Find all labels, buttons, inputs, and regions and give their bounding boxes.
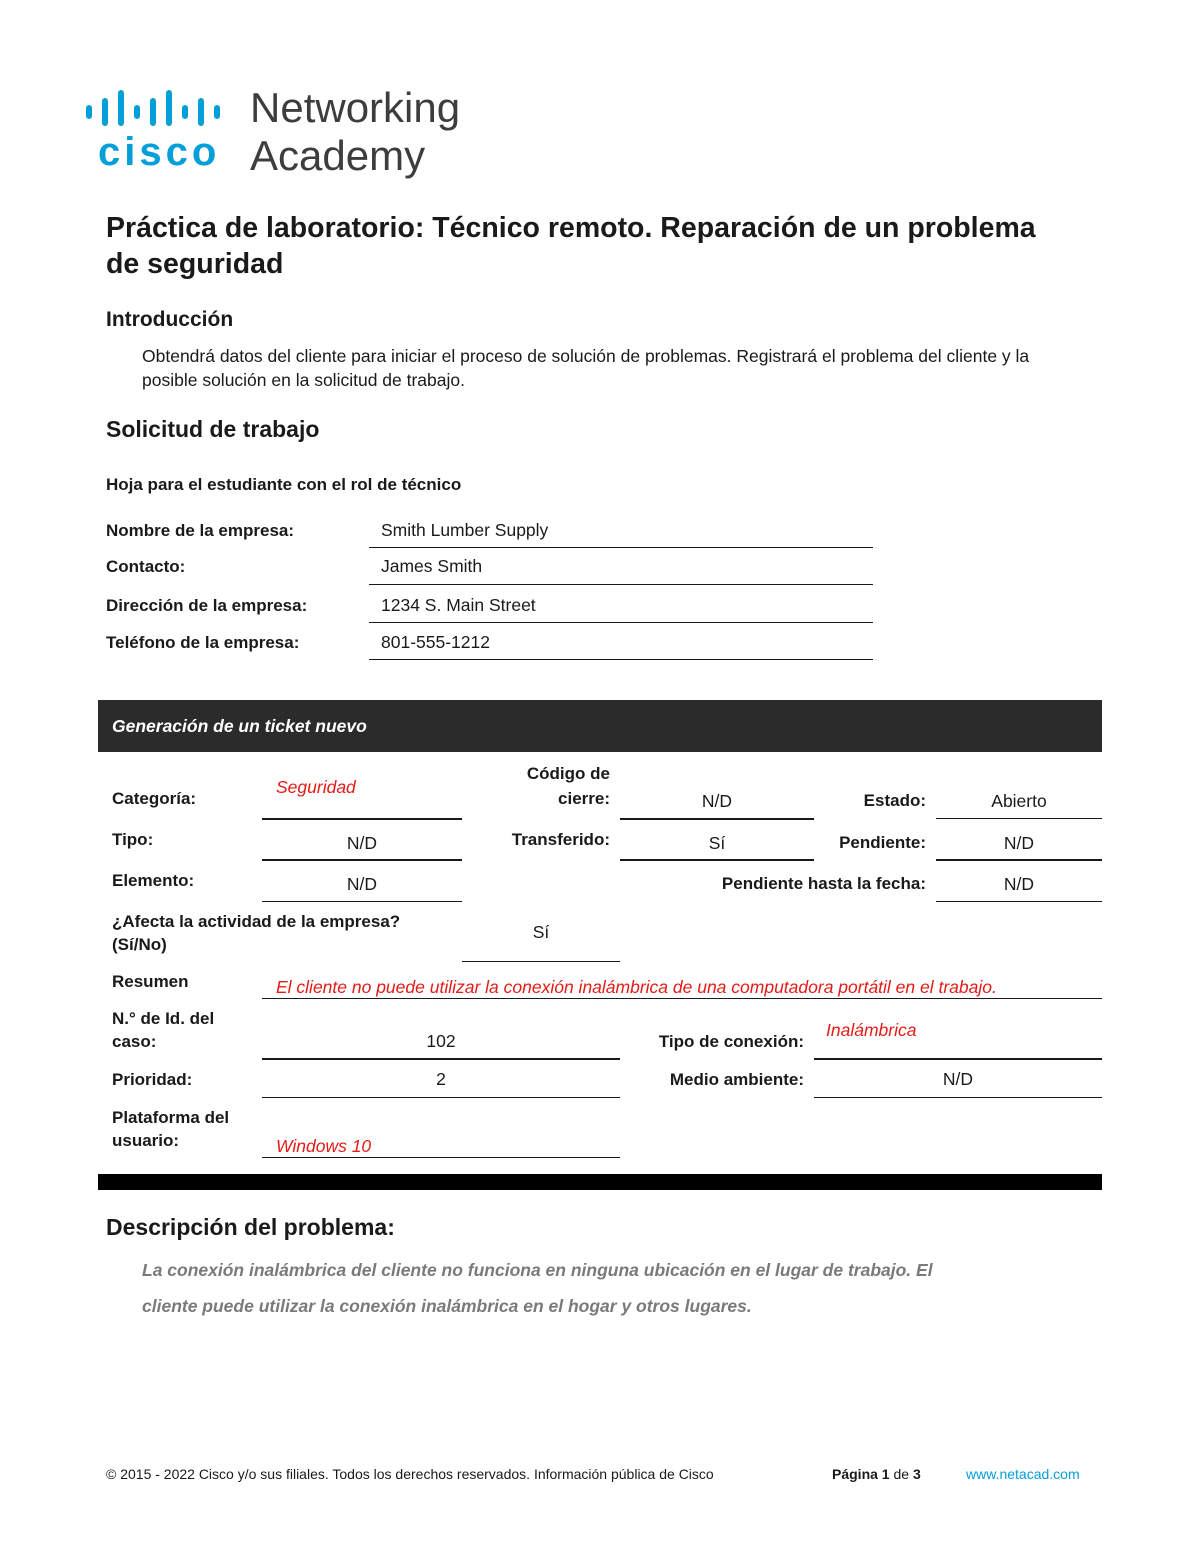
cisco-logo-bars-icon bbox=[86, 88, 226, 128]
case-id-underline bbox=[262, 1058, 620, 1060]
priority-value: 2 bbox=[436, 1069, 446, 1089]
phone-underline bbox=[369, 659, 873, 660]
category-label: Categoría: bbox=[112, 789, 197, 808]
footer-netacad-link[interactable]: www.netacad.com bbox=[966, 1466, 1080, 1482]
intro-heading: Introducción bbox=[106, 308, 234, 331]
closure-code-label-2: cierre: bbox=[558, 789, 610, 808]
footer-page-number bbox=[832, 1466, 921, 1482]
category-underline bbox=[262, 818, 462, 820]
work-order-subheading: Hoja para el estudiante con el rol de técnico bbox=[106, 475, 462, 494]
contact-value: James Smith bbox=[381, 556, 483, 576]
affects-business-label-1: ¿Afecta la actividad de la empresa? bbox=[112, 912, 401, 931]
closure-code-value: N/D bbox=[701, 791, 733, 811]
summary-value: El cliente no puede utilizar la conexión inalámbrica de una computadora portátil en el trabajo. bbox=[276, 977, 997, 997]
affects-business-label-2: (Sí/No) bbox=[112, 935, 167, 954]
summary-label: Resumen bbox=[112, 972, 189, 991]
work-order-heading: Solicitud de trabajo bbox=[106, 416, 320, 442]
status-value: Abierto bbox=[991, 791, 1047, 811]
problem-heading: Descripción del problema: bbox=[106, 1214, 395, 1240]
contact-underline bbox=[369, 584, 873, 585]
pending-underline bbox=[936, 859, 1102, 861]
logo-academy-text: Academy bbox=[250, 132, 426, 179]
connection-type-label: Tipo de conexión: bbox=[658, 1032, 804, 1051]
platform-underline bbox=[262, 1157, 620, 1158]
type-value: N/D bbox=[346, 833, 378, 853]
closure-code-label-1: Código de bbox=[526, 764, 610, 783]
pending-until-underline bbox=[936, 901, 1102, 902]
company-name-underline bbox=[369, 547, 873, 548]
address-label: Dirección de la empresa: bbox=[106, 596, 308, 615]
item-label: Elemento: bbox=[112, 871, 195, 890]
logo-networking-text: Networking bbox=[250, 84, 461, 131]
type-underline bbox=[262, 859, 462, 861]
problem-text-line-2: cliente puede utilizar la conexión inalámbrica en el hogar y otros lugares. bbox=[142, 1296, 752, 1316]
platform-label-1: Plataforma del bbox=[112, 1108, 230, 1127]
footer-copyright: © 2015 - 2022 Cisco y/o sus filiales. Todos los derechos reservados. Información pública de Cisco bbox=[106, 1466, 714, 1482]
intro-text: Obtendrá datos del cliente para iniciar el proceso de solución de problemas. Registrará el problema del cliente y la posible solución en la solicitud de trabajo. bbox=[142, 346, 1030, 390]
connection-type-underline bbox=[814, 1058, 1102, 1060]
footer-page-prefix: Página bbox=[832, 1466, 878, 1482]
case-id-label-1: N.° de Id. del bbox=[112, 1009, 215, 1028]
problem-text-line-1: La conexión inalámbrica del cliente no funciona en ninguna ubicación en el lugar de trabajo. El bbox=[142, 1260, 933, 1280]
phone-value: 801-555-1212 bbox=[381, 632, 490, 652]
transferred-value: Sí bbox=[708, 833, 726, 853]
pending-until-label: Pendiente hasta la fecha: bbox=[721, 874, 926, 893]
summary-underline bbox=[262, 998, 1102, 999]
closure-code-underline bbox=[620, 818, 814, 820]
company-name-value: Smith Lumber Supply bbox=[381, 520, 549, 540]
case-id-label-2: caso: bbox=[112, 1032, 157, 1051]
platform-label-2: usuario: bbox=[112, 1131, 180, 1150]
status-underline bbox=[936, 818, 1102, 819]
phone-label: Teléfono de la empresa: bbox=[106, 633, 300, 652]
cisco-wordmark: cisco bbox=[98, 130, 221, 174]
item-underline bbox=[262, 901, 462, 902]
environment-label: Medio ambiente: bbox=[669, 1070, 804, 1089]
case-id-value: 102 bbox=[426, 1031, 456, 1051]
pending-label: Pendiente: bbox=[839, 833, 926, 852]
address-value: 1234 S. Main Street bbox=[381, 595, 536, 615]
item-value: N/D bbox=[346, 874, 378, 894]
affects-business-underline bbox=[462, 961, 620, 962]
contact-label: Contacto: bbox=[106, 557, 186, 576]
footer-page-of: de bbox=[893, 1466, 910, 1482]
pending-value: N/D bbox=[1003, 833, 1035, 853]
type-label: Tipo: bbox=[112, 830, 154, 849]
connection-type-value: Inalámbrica bbox=[826, 1020, 917, 1040]
transferred-label: Transferido: bbox=[511, 830, 610, 849]
ticket-bottom-bar bbox=[98, 1174, 1102, 1190]
priority-underline bbox=[262, 1097, 620, 1098]
company-name-label: Nombre de la empresa: bbox=[106, 521, 295, 540]
page-title: Práctica de laboratorio: Técnico remoto. Reparación de un problema de seguridad bbox=[106, 212, 1036, 280]
category-value: Seguridad bbox=[276, 777, 356, 797]
transferred-underline bbox=[620, 859, 814, 861]
ticket-banner-title: Generación de un ticket nuevo bbox=[112, 716, 367, 736]
environment-underline bbox=[814, 1097, 1102, 1098]
address-underline bbox=[369, 622, 873, 623]
environment-value: N/D bbox=[942, 1069, 974, 1089]
pending-until-value: N/D bbox=[1003, 874, 1035, 894]
platform-value: Windows 10 bbox=[276, 1136, 372, 1156]
priority-label: Prioridad: bbox=[112, 1070, 193, 1089]
status-label: Estado: bbox=[863, 791, 926, 810]
footer-page-total: 3 bbox=[912, 1466, 921, 1482]
footer-page-current: 1 bbox=[881, 1466, 890, 1482]
affects-business-value: Sí bbox=[532, 922, 550, 942]
